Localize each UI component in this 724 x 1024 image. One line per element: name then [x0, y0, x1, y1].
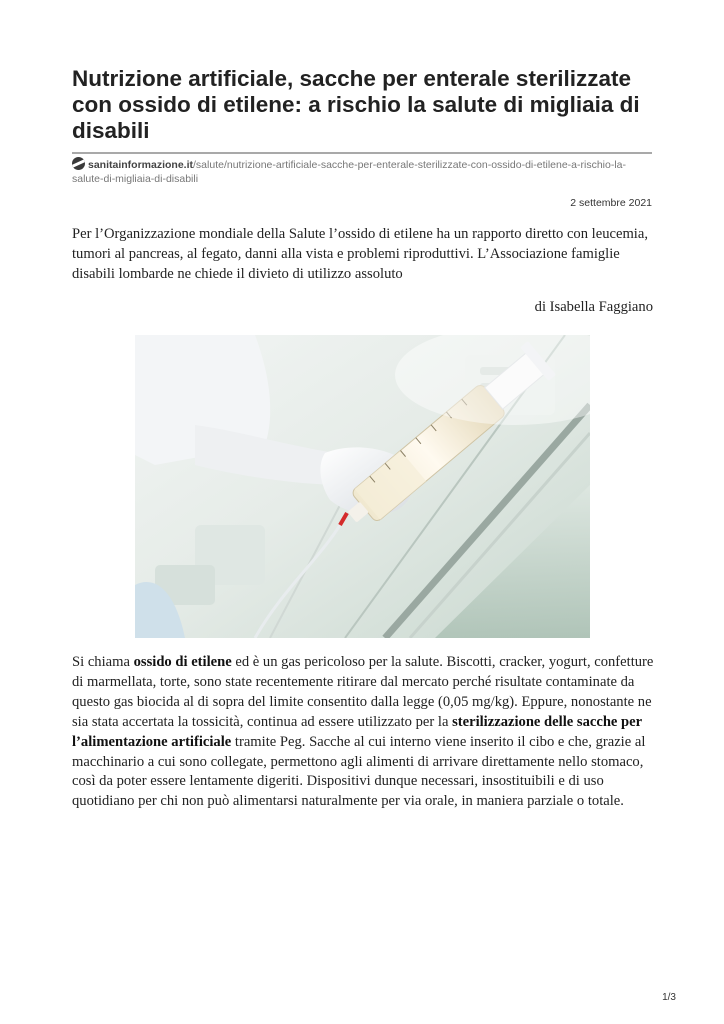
article-author: di Isabella Faggiano [534, 299, 653, 315]
body-highlight-sterilizzazione: sterilizzazione delle sacche per l’alimentazione artificiale [72, 713, 642, 750]
article-date: 2 settembre 2021 [570, 197, 652, 209]
article-title: Nutrizione artificiale, sacche per enterale sterilizzate con ossido di etilene: a rischio la salute di migliaia di disabili [72, 66, 640, 143]
source-path: /salute/nutrizione-artificiale-sacche-per-enterale-sterilizzate-con-ossido-di-etilene-a-rischio-la-salute-di-migliaia-di-disabili [72, 159, 627, 185]
body-highlight-ossido: ossido di etilene [133, 654, 232, 670]
article-body [72, 653, 654, 812]
source-domain: sanitainformazione.it [88, 159, 194, 171]
body-segment: tramite Peg. Sacche al cui interno viene inserito il cibo e che, grazie al macchinario a cui sono collegate, permettono agli alimenti di arrivare direttamente nello stomaco, così da poter essere lentamente digeriti. Dispositivi dunque necessari, insostituibili e di uso quotidiano per chi non può alimentarsi naturalmente per via orale, in maniera parziale o totale. [72, 733, 646, 810]
article-photo [135, 335, 590, 638]
page-number: 1/3 [662, 992, 676, 1003]
source-url[interactable] [72, 157, 652, 186]
body-segment: ed è un gas pericoloso per la salute. Biscotti, cracker, yogurt, confetture di marmellata, torte, sono state recentemente ritirare dal mercato perché risultate contaminate da questo gas biocida al di sopra del limite consentito dalla legge (0,05 mg/kg). Eppure, nonostante ne sia stata accertata la tossicità, continua ad essere utilizzato per la [72, 654, 654, 730]
body-segment: Si chiama [72, 654, 134, 670]
article-lead: Per l’Organizzazione mondiale della Salute l’ossido di etilene ha un rapporto diretto con leucemia, tumori al pancreas, al fegato, danni alla vista e problemi riproduttivi. L’Associazione famiglie disabili lombarde ne chiede il divieto di utilizzo assoluto [72, 226, 648, 282]
sanitainformazione-logo-icon [72, 157, 85, 170]
title-divider [72, 152, 652, 154]
